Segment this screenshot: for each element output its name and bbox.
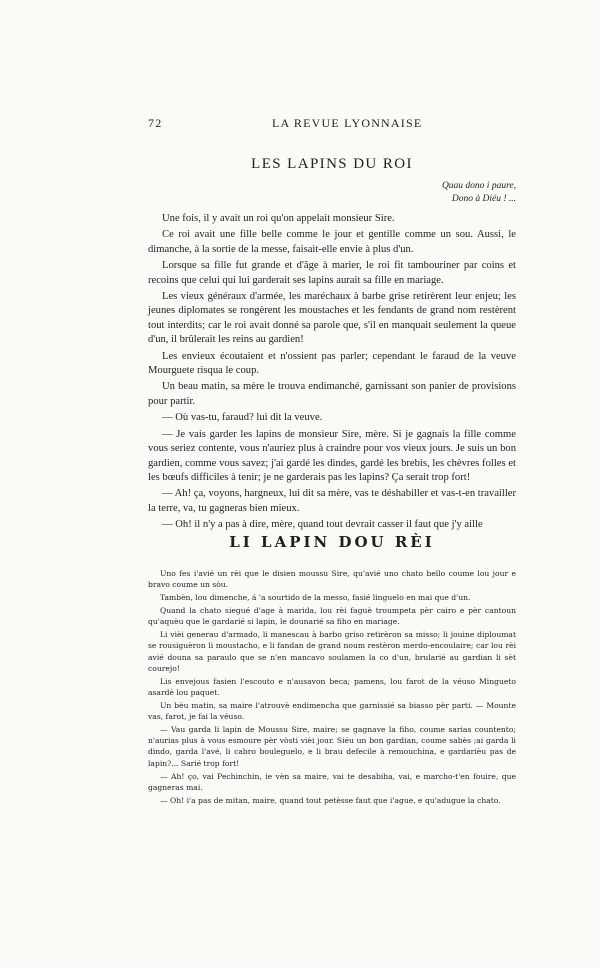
french-title: LES LAPINS DU ROI xyxy=(251,156,413,172)
paragraph: — Oh! il n'y a pas à dire, mère, quand tout devrait casser il faut que j'y aille xyxy=(162,519,483,531)
paragraph: Les vieux généraux d'armée, les maréchaux à barbe grise retirèrent leur enjeu; les jeunes diplomates se rongèrent les moustaches et les fendants de grand nom restèrent tout interdits; car le roi avait donné sa parole que, s'il en manquait seulement la queue d'un, il brûlerait les reins au gardien! xyxy=(148,291,516,346)
paragraph: — Je vais garder les lapins de monsieur Sire, mère. Si je gagnais la fille comme vous seriez contente, vous n'auriez plus à craindre pour vos vieux jours. Je suis un bon gardien, comme vous savez; j'ai gardé les dindes, gardé les brebis, les chèvres folles et les bœufs difficiles à tenir; je ne garderais pas les lapins? Ça serait trop fort! xyxy=(148,428,516,483)
provencal-text xyxy=(148,568,516,806)
paragraph: Une fois, il y avait un roi qu'on appelait monsieur Sire. xyxy=(162,213,395,224)
paragraph: Lis envejous fasien l'escouto e n'ausavon beca; pamens, lou farot de la véuso Mingueto asardè lou paquet. xyxy=(148,676,516,697)
paragraph: Quand la chato siegué d'age à marida, lou rèi faguè troumpeta pèr cairo e pèr cantoun qu'aquèu que le gardarié si lapin, le dounarié sa fiho en mariage. xyxy=(148,605,516,627)
paragraph: — Vau garda li lapin de Moussu Sire, maire; se gagnave la fiho, coume sarias countento; n'aurias plus à vous esmoure pèr vòsti vièi jour. Siéu un bon gardian, coume sabès ;ai garda li dindo, garda l'avé, li cabro bouleguelo, e li brau defecile à remouchina, e gardarièu pas de lapin?... Sarié trop fort! xyxy=(148,724,516,768)
paragraph: — Ah! ça, voyons, hargneux, lui dit sa mère, vas te déshabiller et vas-t-en travailler la terre, va, tu gagneras bien mieux. xyxy=(148,488,516,514)
epigraph-line: Dono à Diéu ! ... xyxy=(451,194,516,204)
provencal-title: LI LAPIN DOU RÈI xyxy=(229,533,435,551)
paragraph: Li vièi generau d'armado, li manescau à barbo griso retirèron sa misso; li jouine diploumat se rousiguèron li moustacho, e li fandan de grand noum restèron merdo-encoulaire; car lou rèi avié douna sa paraulo que se n'en mancavo soulamen la co d'un, brularié au gardian li sèt courejo! xyxy=(148,629,516,673)
running-title: LA REVUE LYONNAISE xyxy=(272,116,423,130)
paragraph: Uno fes i'avié un rèi que le disien moussu Sire, qu'avié uno chato bello coume lou jour e bravo coume un sòu. xyxy=(148,569,516,590)
paragraph: Tambèn, lou dimenche, á 'a sourtido de la messo, fasié linguelo en mai que d'un. xyxy=(160,593,471,603)
paragraph: — Ah! ço, vai Pechinchin, ie vèn sa maire, vai te desabiha, vai, e marcho-t'en fouire, que gagneras mai. xyxy=(148,771,516,792)
paragraph: Les envieux écoutaient et n'ossient pas parler; cependant le faraud de la veuve Mourguete risqua le coup. xyxy=(148,350,516,377)
paragraph: Un bèu matin, sa maire l'atrouvè endimencha que garnissié sa biasso pèr parti. — Mounte vas, farot, je fai la véuso. xyxy=(148,700,516,722)
paragraph: — Oh! i'a pas de mitan, maire, quand tout petèsse faut que i'ague, e qu'adugue la chato. xyxy=(160,795,501,805)
paragraph: Ce roi avait une fille belle comme le jour et gentille comme un sou. Aussi, le dimanche, à la sortie de la messe, faisait-elle envie à plus d'un. xyxy=(148,229,516,255)
epigraph xyxy=(442,180,516,206)
paragraph: Lorsque sa fille fut grande et d'âge à marier, le roi fit tambouriner par coins et recoins que celui qui lui garderait ses lapins aurait sa fille en mariage. xyxy=(148,260,516,286)
french-text xyxy=(148,212,516,533)
paragraph: Un beau matin, sa mère le trouva endimanché, garnissant son panier de provisions pour partir. xyxy=(148,381,516,407)
page-number: 72 xyxy=(148,116,163,130)
epigraph-line: Quau dono i paure, xyxy=(441,181,516,191)
paragraph: — Où vas-tu, faraud? lui dit la veuve. xyxy=(162,412,323,424)
